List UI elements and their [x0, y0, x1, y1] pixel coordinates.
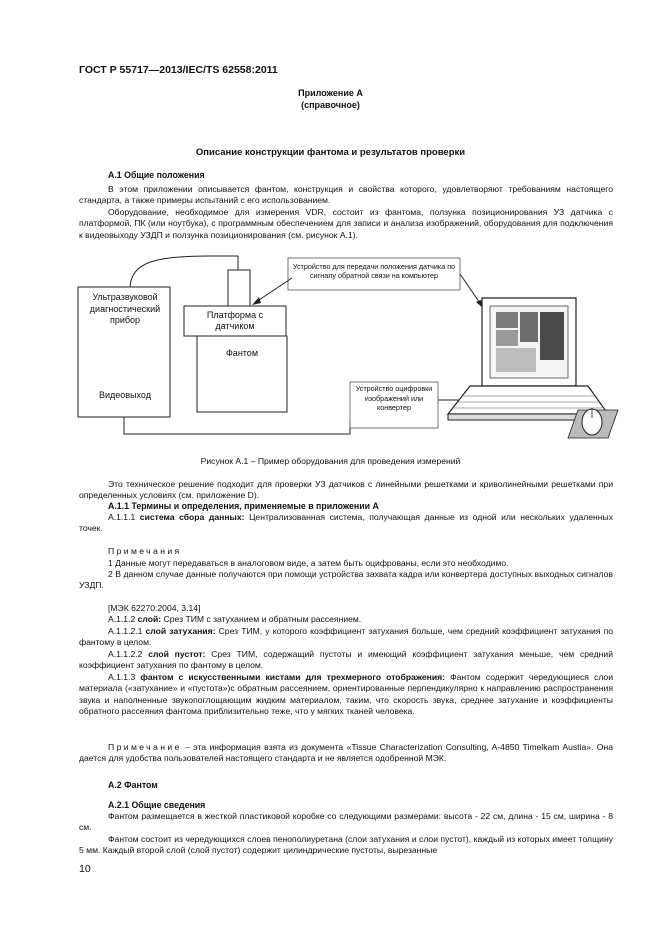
equipment-diagram [60, 250, 620, 450]
section-heading-a21: А.2.1 Общие сведения [108, 800, 206, 810]
section-heading-a1: А.1 Общие положения [108, 170, 205, 180]
video-cable [124, 417, 350, 434]
term-a112: А.1.1.2 слой: Срез ТИМ с затуханием и обратным рассеянием. [108, 614, 362, 624]
info-note: Примечание – эта информация взята из документа «Tissue Characterization Consulting, A-4850 Timelkam Austia». Она дается для удобства пользователей настоящего стандарта и не является одобренной МЭК. [79, 742, 613, 764]
term-a111: А.1.1.1 система сбора данных: Централизованная система, получающая данные из одной или нескольких удаленных точек. [79, 512, 614, 534]
ultrasound-device-label: Ультразвуковой диагностический прибор [89, 292, 161, 325]
appendix-heading [0, 87, 661, 111]
note-2: 2 В данном случае данные получаются при помощи устройства захвата кадра или конвертера доступных выходных сигналов УЗДП. [79, 569, 613, 591]
paragraph-intro: В этом приложении описывается фантом, конструкция и свойства которого, удовлетворяют требованиям настоящего стандарта, а также примеры испытаний с его использованием. [79, 184, 613, 206]
phantom-label: Фантом [225, 348, 259, 358]
digitizer-label: Устройство оцифровки изображений или конвертер [355, 384, 433, 413]
iec-reference: [МЭК 62270:2004, 3.14] [108, 603, 201, 613]
appendix-subtitle: (справочное) [301, 100, 360, 110]
video-out-label: Видеовыход [98, 390, 151, 400]
term-a1122: А.1.1.2.2 слой пустот: Срез ТИМ, содержащий пустоты и имеющий коэффициент затухания меньше, чем средний коэффициент затухания по фантому в целом. [79, 649, 613, 671]
standard-header: ГОСТ Р 55717—2013/IEC/TS 62558:2011 [79, 64, 278, 76]
page-number: 10 [79, 863, 91, 875]
probe-cable [130, 256, 238, 287]
term-a113: А.1.1.3 фантом с искусственными кистами для трехмерного отображения: Фантом содержит чередующиеся слои материала («затухание» и «пустота»)с обратным рассеянием, ориентированные перпендикулярно к направлению распространения звука и наполненные звукопоглощающим жидким материалом, таким, что скорость звука, среднее затухание и коэффициенты обратного рассеяния фантома приблизительно теже, что у мягких тканей человека. [79, 672, 614, 717]
description-title: Описание конструкции фантома и результатов проверки [195, 147, 466, 158]
terms-heading: А.1.1 Термины и определения, применяемые в приложении А [108, 501, 379, 511]
note-1: 1 Данные могут передаваться в аналоговом виде, а затем быть оцифрованы, если это необходимо. [108, 558, 509, 568]
platform-label: Платформа с датчиком [206, 310, 264, 331]
section-heading-a2: А.2 Фантом [108, 780, 158, 790]
figure-caption: Рисунок А.1 – Пример оборудования для проведения измерений [200, 456, 461, 466]
probe-shape [228, 270, 250, 306]
notes-label: Примечания [108, 546, 182, 556]
term-a1121: А.1.1.2.1 слой затухания: Срез ТИМ, у которого коэффициент затухания больше, чем средний коэффициент затухания по фантому в целом. [79, 626, 614, 648]
paragraph-phantom-box: Фантом размещается в жесткой пластиковой коробке со следующими размерами: высота - 22 см, длина - 15 см, ширина - 8 см. [79, 811, 613, 833]
appendix-title: Приложение А [298, 88, 363, 98]
paragraph-solution: Это техническое решение подходит для проверки УЗ датчиков с линейными решетками и криволинейными решетками при определенных условиях (см. приложение D). [79, 479, 613, 501]
paragraph-phantom-layers: Фантом состоит из чередующихся слоев пенополиуретана (слои затухания и слои пустот), каждый из которых имеет толщину 5 мм. Каждый второй слой (слой пустот) содержит цилиндрические пустоты, вырезанные [79, 834, 613, 856]
paragraph-equipment: Оборудование, необходимое для измерения VDR, состоит из фантома, ползунка позиционирования УЗ датчика с платформой, ПК (или ноутбука), с программным обеспечением для записи и анализа изображений, оборудования для подключения к видеовыходу УЗДП и ползунка позиционирования (см. рисунок А.1). [79, 207, 613, 240]
feedback-device-label: Устройство для передачи положения датчика по сигналу обратной связи на компьютер [292, 262, 456, 281]
